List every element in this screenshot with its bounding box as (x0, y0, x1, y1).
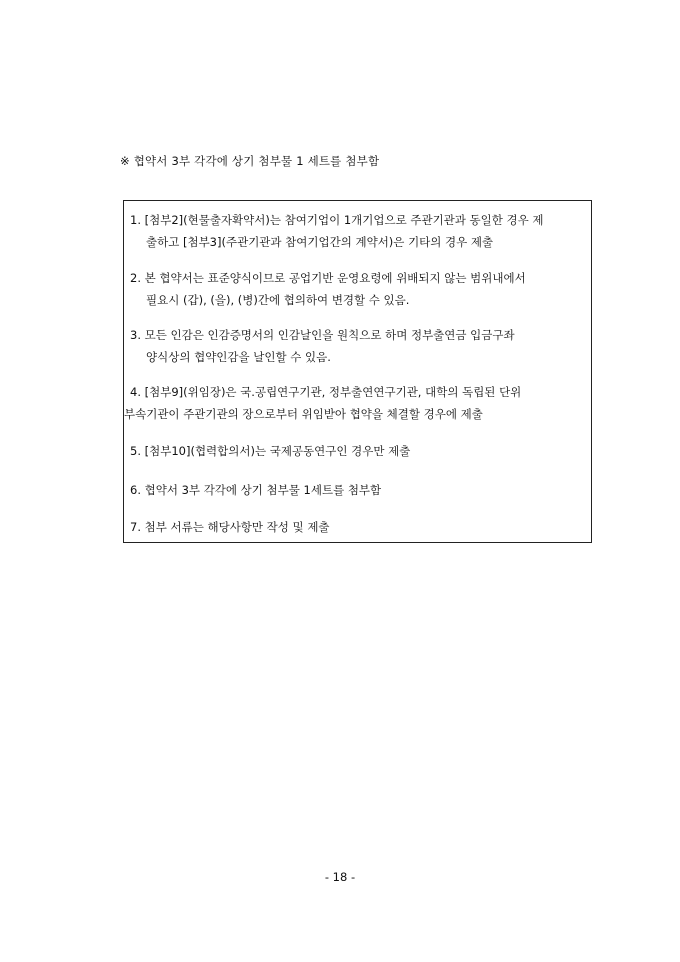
instruction-item-7 (124, 516, 591, 538)
instruction-7-line-1: 7. 첨부 서류는 해당사항만 작성 및 제출 (130, 520, 330, 534)
instruction-item-1 (124, 209, 591, 253)
instruction-item-4 (124, 381, 591, 425)
instruction-item-2 (124, 267, 591, 311)
instruction-item-3 (124, 324, 591, 368)
page-number: - 18 - (324, 870, 356, 884)
instruction-1-line-2: 출하고 [첨부3](주관기관과 참여기업간의 계약서)은 기타의 경우 제출 (146, 235, 494, 249)
instruction-3-line-1: 3. 모든 인감은 인감증명서의 인감날인을 원칙으로 하며 정부출연금 입금구좌 (130, 328, 515, 342)
instruction-4-line-2: 부속기관이 주관기관의 장으로부터 위임받아 협약을 체결할 경우에 제출 (124, 407, 483, 421)
instruction-5-line-1: 5. [첨부10](협력합의서)는 국제공동연구인 경우만 제출 (130, 444, 411, 458)
instructions-box (123, 200, 592, 543)
instruction-item-5 (124, 440, 591, 462)
instruction-item-6 (124, 479, 591, 501)
instruction-2-line-2: 필요시 (갑), (을), (병)간에 협의하여 변경할 수 있음. (146, 293, 410, 307)
instruction-6-line-1: 6. 협약서 3부 각각에 상기 첨부물 1세트를 첨부함 (130, 483, 382, 497)
instruction-2-line-1: 2. 본 협약서는 표준양식이므로 공업기반 운영요령에 위배되지 않는 범위내에서 (130, 271, 526, 285)
instruction-3-line-2: 양식상의 협약인감을 날인할 수 있음. (146, 350, 331, 364)
instruction-1-line-1: 1. [첨부2](현물출자확약서)는 참여기업이 1개기업으로 주관기관과 동일한 경우 제 (130, 213, 544, 227)
attachment-note: ※ 협약서 3부 각각에 상기 첨부물 1 세트를 첨부함 (120, 154, 380, 168)
instruction-4-line-1: 4. [첨부9](위임장)은 국.공립연구기관, 정부출연연구기관, 대학의 독립된 단위 (130, 385, 522, 399)
